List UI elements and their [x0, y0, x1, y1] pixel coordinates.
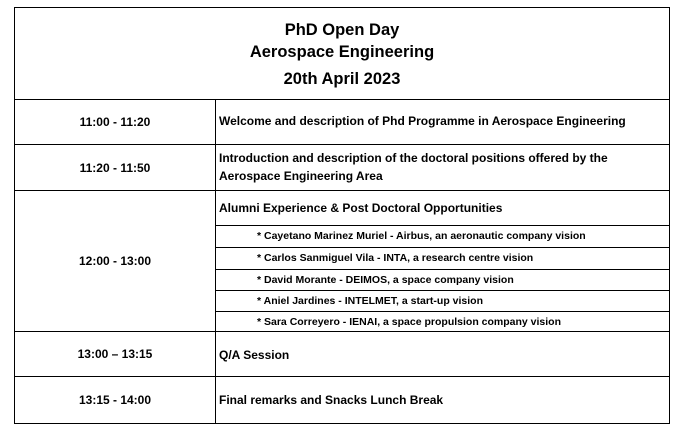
speaker-item: [215, 247, 669, 264]
speaker-text: * David Morante - DEIMOS, a space company vision: [257, 274, 514, 286]
speaker-item: [215, 290, 669, 307]
event-subtitle: Aerospace Engineering: [249, 43, 435, 61]
time-cell: 11:20 - 11:50: [15, 145, 216, 190]
description-text: Introduction and description of the doctoral positions offered by the Aerospace Engineering Area: [219, 151, 608, 183]
time-cell: 11:00 - 11:20: [15, 99, 216, 144]
speaker-item: [215, 225, 669, 242]
time-cell: 13:15 - 14:00: [15, 377, 216, 423]
title-block: [15, 8, 669, 100]
table-row: [15, 377, 669, 423]
event-date: 20th April 2023: [283, 70, 401, 88]
description-cell: [215, 191, 669, 331]
time-cell: 12:00 - 13:00: [15, 191, 216, 331]
speaker-text: * Cayetano Marinez Muriel - Airbus, an aeronautic company vision: [257, 230, 586, 242]
table-row: [15, 99, 669, 145]
speaker-item: [215, 311, 669, 328]
event-title: PhD Open Day: [284, 21, 400, 39]
description-cell: [215, 332, 669, 376]
description-cell: [215, 99, 669, 144]
speaker-text: * Carlos Sanmiguel Vila - INTA, a research centre vision: [257, 252, 534, 264]
description-text: Final remarks and Snacks Lunch Break: [219, 393, 444, 407]
table-row: [15, 145, 669, 191]
schedule-table: [14, 7, 670, 424]
time-cell: 13:00 – 13:15: [15, 332, 216, 376]
description-cell: [215, 145, 669, 190]
speaker-text: * Sara Correyero - IENAI, a space propulsion company vision: [257, 316, 562, 328]
description-text: Alumni Experience & Post Doctoral Opportunities: [219, 201, 503, 215]
table-row: [15, 191, 669, 332]
description-cell: [215, 377, 669, 423]
speaker-text: * Aniel Jardines - INTELMET, a start-up vision: [257, 295, 483, 307]
speaker-item: [215, 269, 669, 286]
description-text: Welcome and description of Phd Programme in Aerospace Engineering: [219, 114, 626, 128]
description-text: Q/A Session: [219, 348, 290, 362]
table-row: [15, 332, 669, 377]
